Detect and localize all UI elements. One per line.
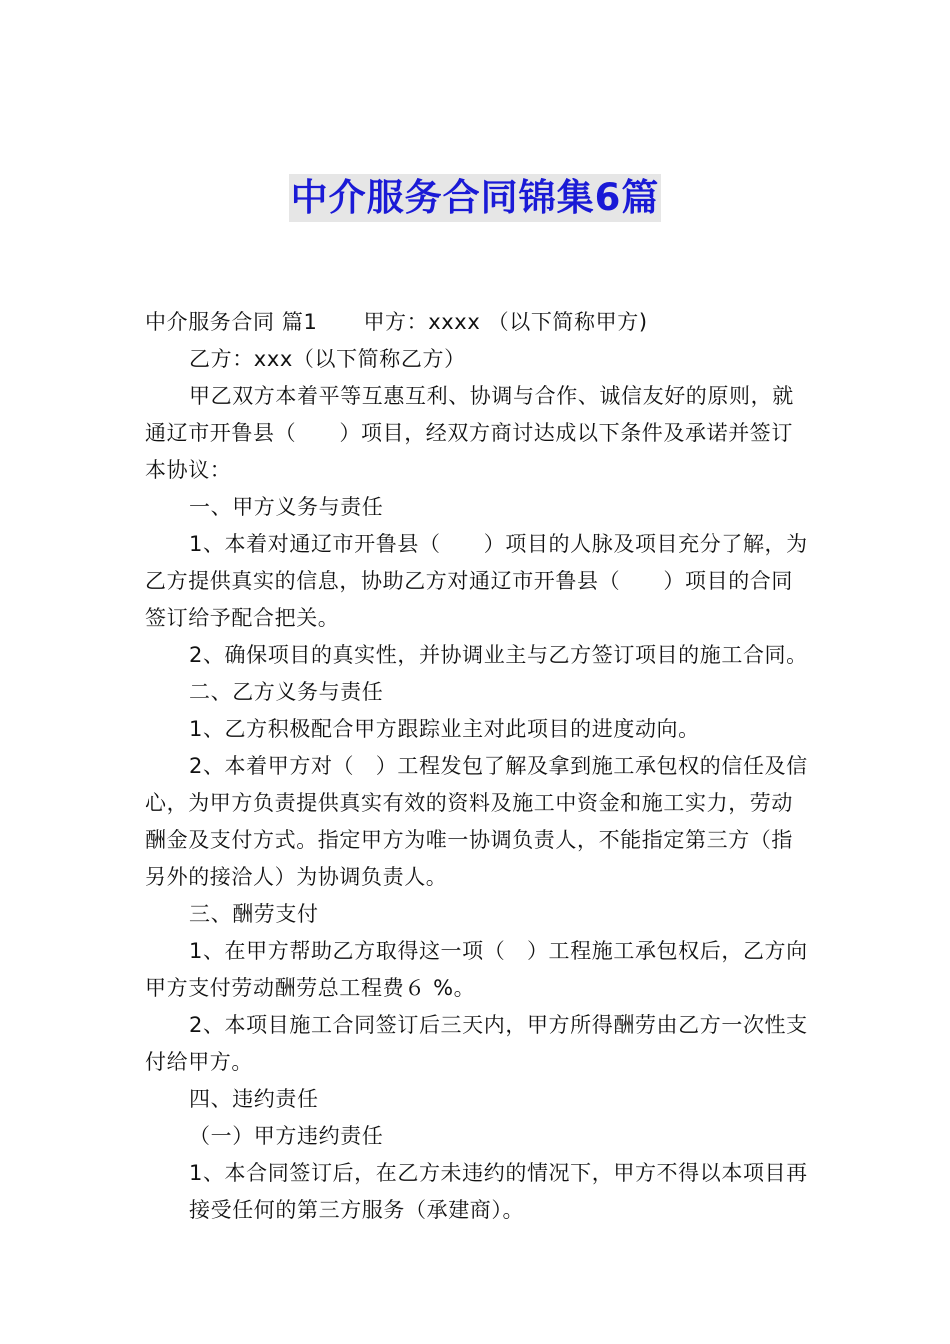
paragraph: 1、在甲方帮助乙方取得这一项（ ）工程施工承包权后，乙方向甲方支付劳动酬劳总工程费６ %。: [145, 939, 808, 1000]
paragraph: 1、本着对通辽市开鲁县（ ）项目的人脉及项目充分了解，为乙方提供真实的信息，协助乙方对通辽市开鲁县（ ）项目的合同签订给予配合把关。: [145, 532, 808, 630]
heading-line: [145, 304, 810, 341]
paragraph: （一）甲方违约责任: [189, 1124, 384, 1148]
paragraph: 四、违约责任: [189, 1087, 319, 1111]
paragraph: 甲乙双方本着平等互惠互利、协调与合作、诚信友好的原则，就通辽市开鲁县（ ）项目，经双方商讨达成以下条件及承诺并签订本协议：: [145, 384, 794, 482]
paragraph: 一、甲方义务与责任: [189, 495, 384, 519]
section-heading: 中介服务合同 篇1: [145, 310, 318, 334]
paragraph: 乙方：xxx（以下简称乙方）: [189, 347, 466, 371]
document-title-text: 中介服务合同锦集6篇: [289, 174, 662, 222]
paragraph: 2、本着甲方对（ ）工程发包了解及拿到施工承包权的信任及信心，为甲方负责提供真实有效的资料及施工中资金和施工实力，劳动酬金及支付方式。指定甲方为唯一协调负责人，不能指定第三方（指另外的接洽人）为协调负责人。: [145, 754, 808, 889]
document-body: [145, 304, 810, 1229]
party-a-line: 甲方：xxxx （以下简称甲方): [363, 310, 648, 334]
paragraph: 三、酬劳支付: [189, 902, 319, 926]
paragraph: 2、本项目施工合同签订后三天内，甲方所得酬劳由乙方一次性支付给甲方。: [145, 1013, 808, 1074]
paragraph: 2、确保项目的真实性，并协调业主与乙方签订项目的施工合同。: [189, 643, 808, 667]
paragraph: 1、本合同签订后，在乙方未违约的情况下，甲方不得以本项目再接受任何的第三方服务（承建商）。: [189, 1161, 808, 1222]
paragraph: 二、乙方义务与责任: [189, 680, 384, 704]
paragraph: 1、乙方积极配合甲方跟踪业主对此项目的进度动向。: [189, 717, 700, 741]
document-title: [0, 174, 950, 222]
